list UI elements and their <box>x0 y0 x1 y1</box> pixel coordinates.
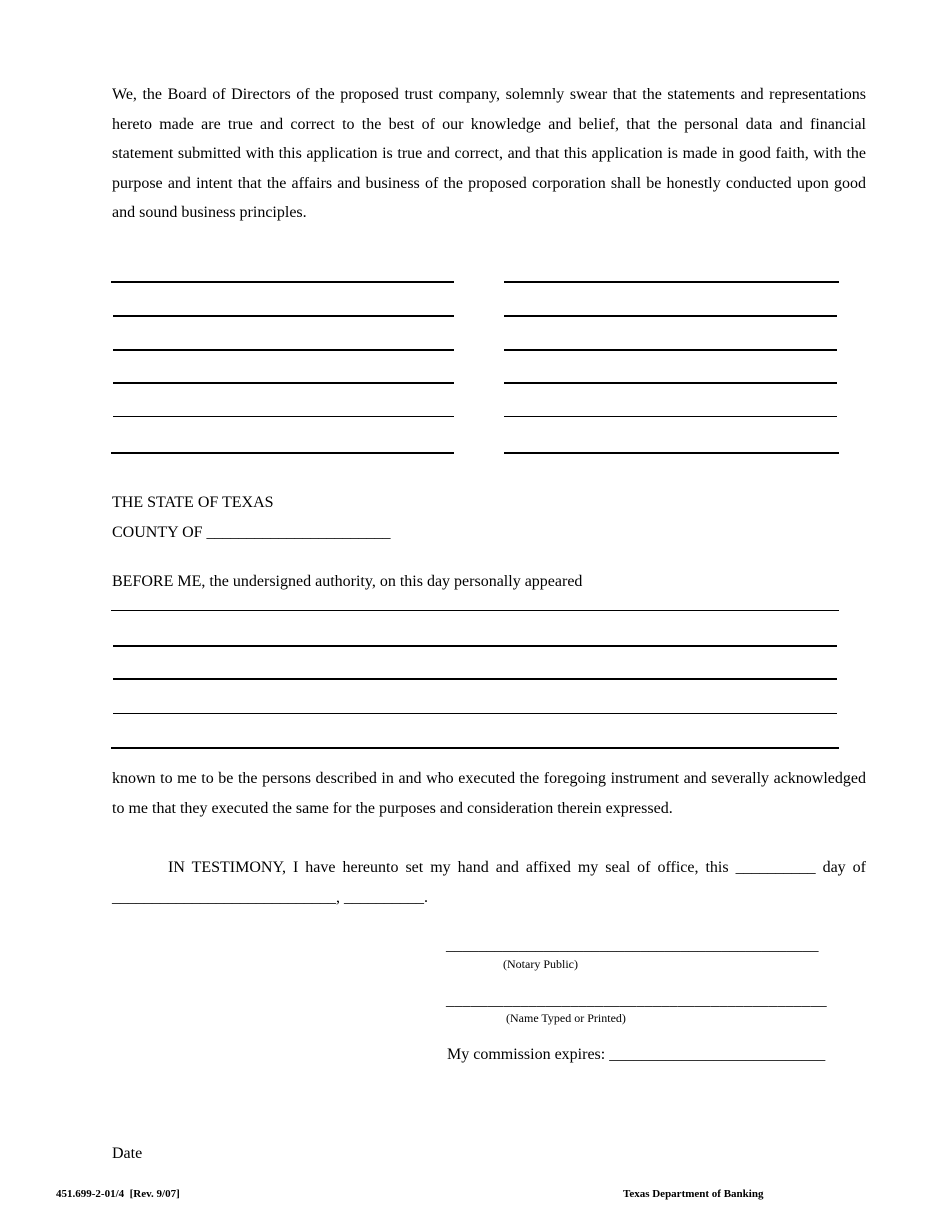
director-signature-line[interactable] <box>111 281 454 283</box>
acknowledgment-paragraph: known to me to be the persons described in and who executed the foregoing instrument and severally acknowledged to me that they executed the same for the purposes and consideration therein expressed. <box>112 770 866 817</box>
director-signature-line[interactable] <box>113 382 454 384</box>
date-label: Date <box>112 1145 143 1162</box>
director-signature-line[interactable] <box>111 452 454 454</box>
county-field[interactable]: COUNTY OF _______________________ <box>112 524 391 541</box>
notary-signature-line[interactable]: ______________________________________________ <box>446 937 819 954</box>
appeared-name-line[interactable] <box>111 747 839 749</box>
director-signature-line[interactable] <box>504 315 837 317</box>
testimony-date-line[interactable]: ____________________________, __________. <box>112 889 428 906</box>
commission-expires-field[interactable]: My commission expires: ___________________________ <box>447 1046 826 1063</box>
testimony-line[interactable]: IN TESTIMONY, I have hereunto set my hand and affixed my seal of office, this __________ day of <box>168 859 866 876</box>
state-heading: THE STATE OF TEXAS <box>112 494 274 511</box>
director-signature-line[interactable] <box>113 416 454 417</box>
director-signature-line[interactable] <box>504 281 839 283</box>
director-signature-line[interactable] <box>504 416 837 417</box>
footer-agency: Texas Department of Banking <box>623 1188 764 1200</box>
before-me-statement: BEFORE ME, the undersigned authority, on this day personally appeared <box>112 573 583 590</box>
footer-form-number: 451.699-2-01/4 [Rev. 9/07] <box>56 1188 180 1200</box>
appeared-name-line[interactable] <box>113 678 837 680</box>
director-signature-line[interactable] <box>504 349 837 351</box>
name-typed-label: (Name Typed or Printed) <box>506 1011 626 1025</box>
name-typed-line[interactable]: ______________________________________________ <box>446 992 827 1009</box>
appeared-name-line[interactable] <box>113 645 837 647</box>
director-signature-line[interactable] <box>504 382 837 384</box>
director-signature-line[interactable] <box>113 349 454 351</box>
oath-paragraph: We, the Board of Directors of the proposed trust company, solemnly swear that the statements and representations hereto made are true and correct to the best of our knowledge and belief, that the personal data and financial statement submitted with this application is true and correct, and that this application is made in good faith, with the purpose and intent that the affairs and business of the proposed corporation shall be honestly conducted upon good and sound business principles. <box>112 86 866 222</box>
director-signature-line[interactable] <box>504 452 839 454</box>
appeared-name-line[interactable] <box>113 713 837 714</box>
notary-public-label: (Notary Public) <box>503 957 578 971</box>
director-signature-line[interactable] <box>113 315 454 317</box>
appeared-name-line[interactable] <box>111 610 839 611</box>
